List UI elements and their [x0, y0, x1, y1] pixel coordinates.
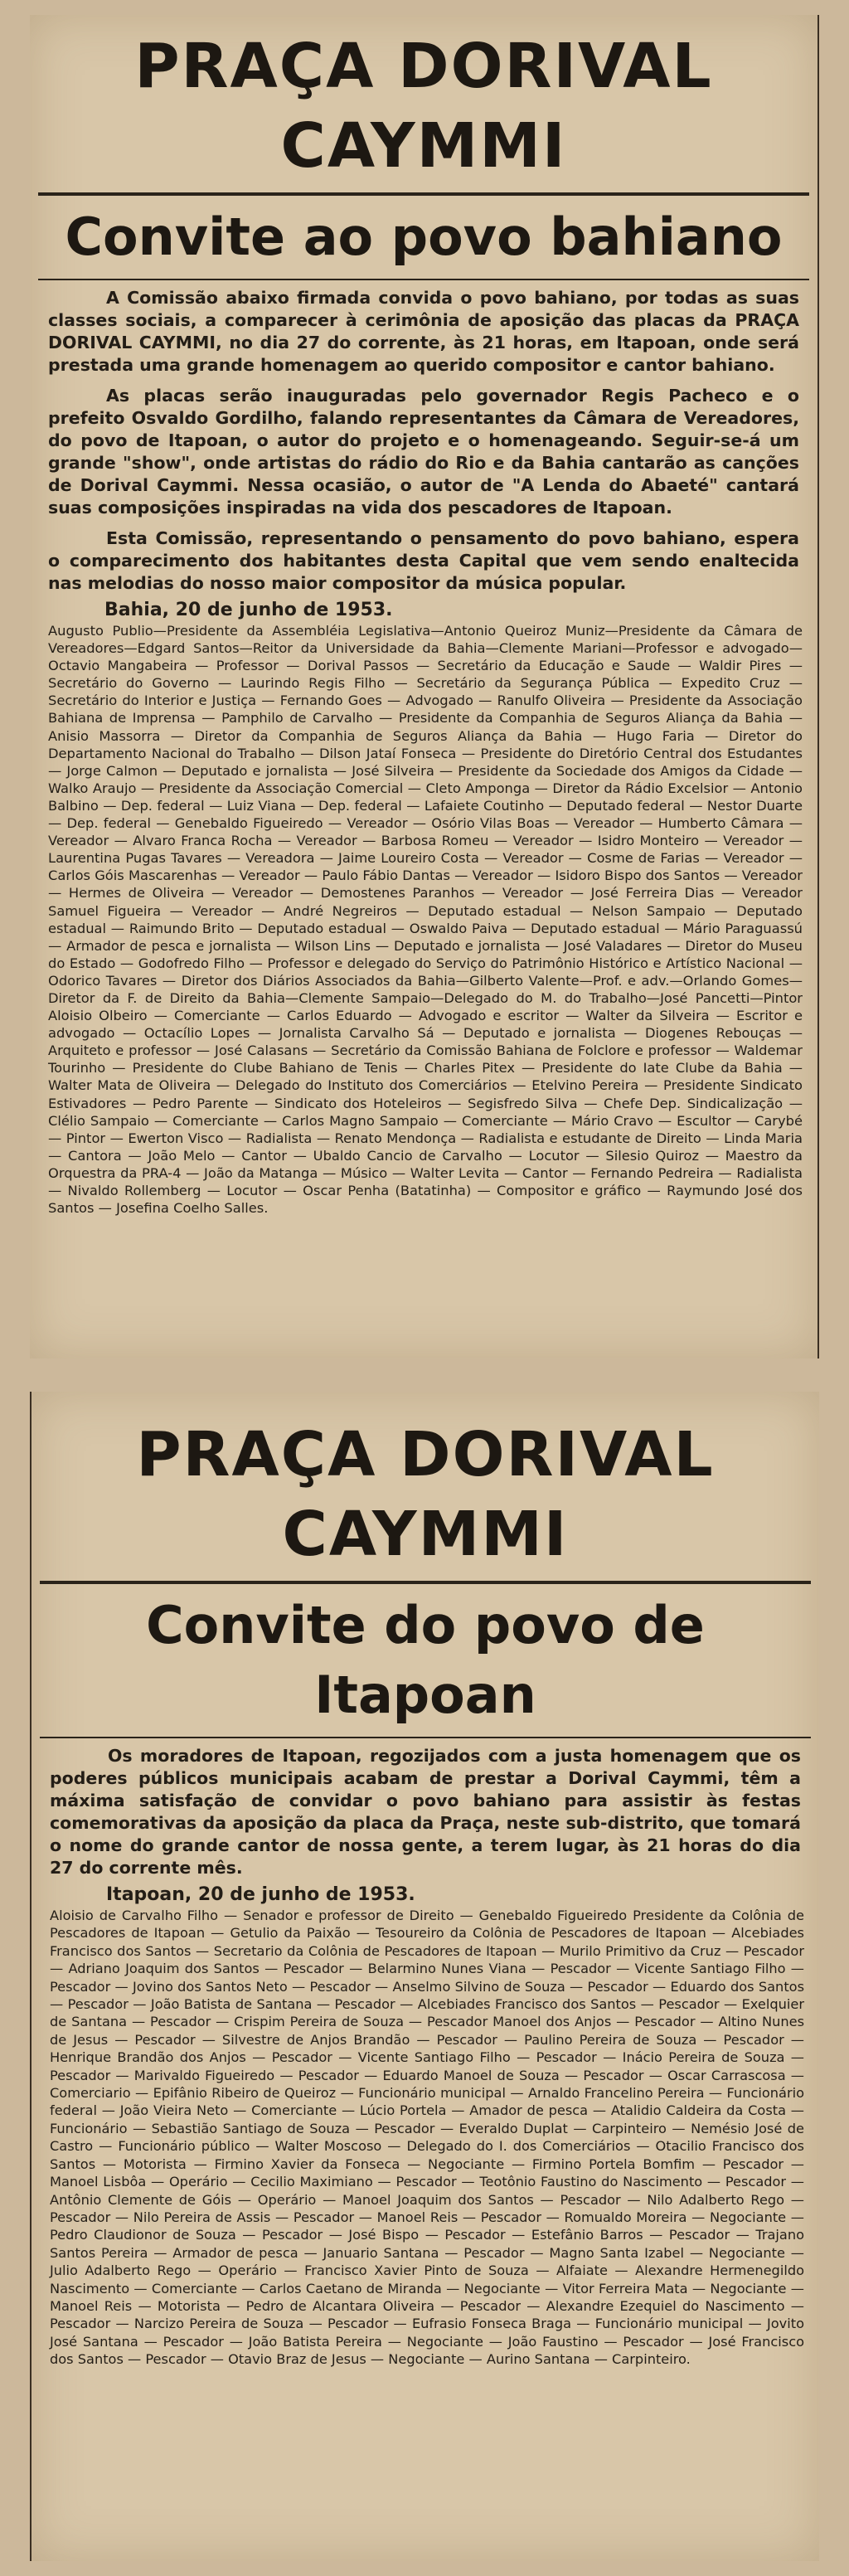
divider	[40, 1581, 811, 1584]
signatories-list: Augusto Publio—Presidente da Assembléia Legislativa—Antonio Queiroz Muniz—Presidente da Câmara de Vereadores—Edgard Santos—Reitor da Universidade da Bahia—Clemente Mariani—Professor e advogado—Octavio Mangabeira — Professor — Dorival Passos — Secretário da Educação e Saude — Waldir Pires — Secretário do Governo — Laurindo Regis Filho — Secretário da Segurança Pública — Expedito Cruz — Secretário do Interior e Justiça — Fernando Goes — Advogado — Ranulfo Oliveira — Presidente da Associação Bahiana de Imprensa — Pamphilo de Carvalho — Presidente da Companhia de Seguros Aliança da Bahia — Anisio Massorra — Diretor da Companhia de Seguros Aliança da Bahia — Hugo Faria — Diretor do Departamento Nacional do Trabalho — Dilson Jataí Fonseca — Presidente do Diretório Central dos Estudantes — Jorge Calmon — Deputado e jornalista — José Silveira — Presidente da Sociedade dos Amigos da Cidade — Walko Araujo — Presidente da Associação Comercial — Cleto Amponga — Diretor da Rádio Excelsior — Antonio Balbino — Dep. federal — Luiz Viana — Dep. federal — Lafaiete Coutinho — Deputado federal — Nestor Duarte — Dep. federal — Genebaldo Figueiredo — Vereador — Osório Vilas Boas — Vereador — Humberto Câmara — Vereador — Alvaro Franca Rocha — Vereador — Barbosa Romeu — Vereador — Isidro Monteiro — Vereador — Laurentina Pugas Tavares — Vereadora — Jaime Loureiro Costa — Vereador — Cosme de Farias — Vereador — Carlos Góis Mascarenhas — Vereador — Paulo Fábio Dantas — Vereador — Isidoro Bispo dos Santos — Vereador — Hermes de Oliveira — Vereador — Demostenes Paranhos — Vereador — José Ferreira Dias — Vereador Samuel Figueira — Vereador — André Negreiros — Deputado estadual — Nelson Sampaio — Deputado estadual — Raimundo Brito — Deputado estadual — Oswaldo Paiva — Deputado estadual — Mário Paraguassú — Armador de pesca e jornalista — Wilson Lins — Deputado e jornalista — José Valadares — Diretor do Museu do Estado — Godofredo Filho — Professor e delegado do Serviço do Patrimônio Histórico e Artístico Nacional — Odorico Tavares — Diretor dos Diários Associados da Bahia—Gilberto Valente—Prof. e adv.—Orlando Gomes— Diretor da F. de Direito da Bahia—Clemente Sampaio—Delegado do M. do Trabalho—José Pancetti—Pintor Aloisio Olbeiro — Comerciante — Carlos Eduardo — Advogado e escritor — Walter da Silveira — Escritor e advogado — Octacílio Lopes — Jornalista Carvalho Sá — Deputado e jornalista — Diogenes Rebouças — Arquiteto e professor — José Calasans — Secretário da Comissão Bahiana de Folclore e professor — Waldemar Tourinho — Presidente do Clube Bahiano de Tenis — Charles Pitex — Presidente do Iate Clube da Bahia — Walter Mata de Oliveira — Delegado do Instituto dos Comerciários — Etelvino Pereira — Presidente Sindicato Estivadores — Pedro Parente — Sindicato dos Hoteleiros — Segisfredo Silva — Chefe Dep. Sindicalização — Clélio Sampaio — Comerciante — Carlos Magno Sampaio — Comerciante — Mário Cravo — Escultor — Carybé — Pintor — Ewerton Visco — Radialista — Renato Mendonça — Radialista e estudante de Direito — Linda Maria — Cantora — João Melo — Cantor — Ubaldo Cancio de Carvalho — Locutor — Silesio Quiroz — Maestro da Orquestra da PRA-4 — João da Matanga — Músico — Walter Levita — Cantor — Fernando Pedreira — Radialista — Nivaldo Rollemberg — Locutor — Oscar Penha (Batatinha) — Compositor e gráfico — Raymundo José dos Santos — Josefina Coelho Salles.	[48, 623, 803, 1217]
dateline: Itapoan, 20 de junho de 1953.	[106, 1884, 415, 1905]
banner-title: PRAÇA DORIVAL CAYMMI	[136, 1419, 715, 1570]
banner-title: PRAÇA DORIVAL CAYMMI	[134, 31, 713, 182]
divider	[40, 1737, 811, 1738]
headline: Convite ao povo bahiano	[65, 207, 783, 267]
clipping-convite-povo-itapoan	[30, 1392, 819, 2561]
clipping-convite-povo-bahiano	[30, 15, 819, 1358]
divider	[38, 192, 809, 196]
dateline: Bahia, 20 de junho de 1953.	[104, 600, 393, 620]
divider	[38, 279, 809, 280]
headline: Convite do povo de Itapoan	[146, 1595, 705, 1725]
paragraph-program: As placas serão inauguradas pelo governador Regis Pacheco e o prefeito Osvaldo Gordilho, falando representantes da Câmara de Vereadores, do povo de Itapoan, o autor do projeto e o homenageando. Seguir-se-á um grande "show", onde artistas do rádio do Rio e da Bahia cantarão as canções de Dorival Caymmi. Nessa ocasião, o autor de "A Lenda do Abaeté" cantará suas composições inspiradas na vida dos pescadores de Itapoan.	[48, 386, 799, 518]
paragraph-commission: Esta Comissão, representando o pensamento do povo bahiano, espera o comparecimento dos habitantes desta Capital que vem sendo enaltecida nas melodias do nosso maior compositor da música popular.	[48, 528, 799, 593]
paragraph-invitation: A Comissão abaixo firmada convida o povo bahiano, por todas as suas classes sociais, a comparecer à cerimônia de aposição das placas da PRAÇA DORIVAL CAYMMI, no dia 27 do corrente, às 21 horas, em Itapoan, onde será prestada uma grande homenagem ao querido compositor e cantor bahiano.	[48, 288, 799, 375]
paragraph-invitation: Os moradores de Itapoan, regozijados com a justa homenagem que os poderes públicos municipais acabam de prestar a Dorival Caymmi, têm a máxima satisfação de convidar o povo bahiano para assistir às festas comemorativas da aposição da placa da Praça, neste sub-distrito, que tomará o nome do grande cantor de nossa gente, a terem lugar, às 21 horas do dia 27 do corrente mês.	[50, 1746, 801, 1878]
signatories-list: Aloisio de Carvalho Filho — Senador e professor de Direito — Genebaldo Figueiredo Presidente da Colônia de Pescadores de Itapoan — Getulio da Paixão — Tesoureiro da Colônia de Pescadores de Itapoan — Alcebiades Francisco dos Santos — Secretario da Colônia de Pescadores de Itapoan — Murilo Primitivo da Cruz — Pescador — Adriano Joaquim dos Santos — Pescador — Belarmino Nunes Viana — Pescador — Vicente Santiago Filho — Pescador — Jovino dos Santos Neto — Pescador — Anselmo Silvino de Souza — Pescador — Eduardo dos Santos — Pescador — João Batista de Santana — Pescador — Alcebiades Francisco dos Santos — Pescador — Exelquier de Santana — Pescador — Crispim Pereira de Souza — Pescador Manoel dos Anjos — Pescador — Altino Nunes de Jesus — Pescador — Silvestre de Anjos Brandão — Pescador — Paulino Pereira de Souza — Pescador — Henrique Brandão dos Anjos — Pescador — Vicente Santiago Filho — Pescador — Inácio Pereira de Souza — Pescador — Marivaldo Figueiredo — Pescador — Eduardo Manoel de Souza — Pescador — Oscar Carrascosa — Comerciario — Epifânio Ribeiro de Queiroz — Funcionário municipal — Arnaldo Francelino Pereira — Funcionário federal — João Vieira Neto — Comerciante — Lúcio Portela — Amador de pesca — Atalidio Caldeira da Costa — Funcionário — Sebastião Santiago de Souza — Pescador — Everaldo Duplat — Carpinteiro — Nemésio José de Castro — Funcionário público — Walter Moscoso — Delegado do I. dos Comerciários — Otacilio Francisco dos Santos — Motorista — Firmino Xavier da Fonseca — Negociante — Firmino Portela Bomfim — Pescador — Manoel Lisbôa — Operário — Cecilio Maximiano — Pescador — Teotônio Faustino do Nascimento — Pescador — Antônio Clemente de Góis — Operário — Manoel Joaquim dos Santos — Pescador — Nilo Adalberto Rego — Pescador — Nilo Pereira de Assis — Pescador — Manoel Reis — Pescador — Romualdo Moreira — Negociante — Pedro Claudionor de Souza — Pescador — José Bispo — Pescador — Estefânio Barros — Pescador — Trajano Santos Pereira — Armador de pesca — Januario Santana — Pescador — Magno Santa Izabel — Negociante — Julio Adalberto Rego — Operário — Francisco Xavier Pinto de Souza — Alfaiate — Alexandre Hermenegildo Nascimento — Comerciante — Carlos Caetano de Miranda — Negociante — Vitor Ferreira Mata — Negociante — Manoel Reis — Motorista — Pedro de Alcantara Oliveira — Pescador — Alexandre Ezequiel do Nascimento — Pescador — Narcizo Pereira de Souza — Pescador — Eufrasio Fonseca Braga — Funcionário municipal — Jovito José Santana — Pescador — João Batista Pereira — Negociante — João Faustino — Pescador — José Francisco dos Santos — Pescador — Otavio Braz de Jesus — Negociante — Aurino Santana — Carpinteiro.	[50, 1908, 804, 2368]
